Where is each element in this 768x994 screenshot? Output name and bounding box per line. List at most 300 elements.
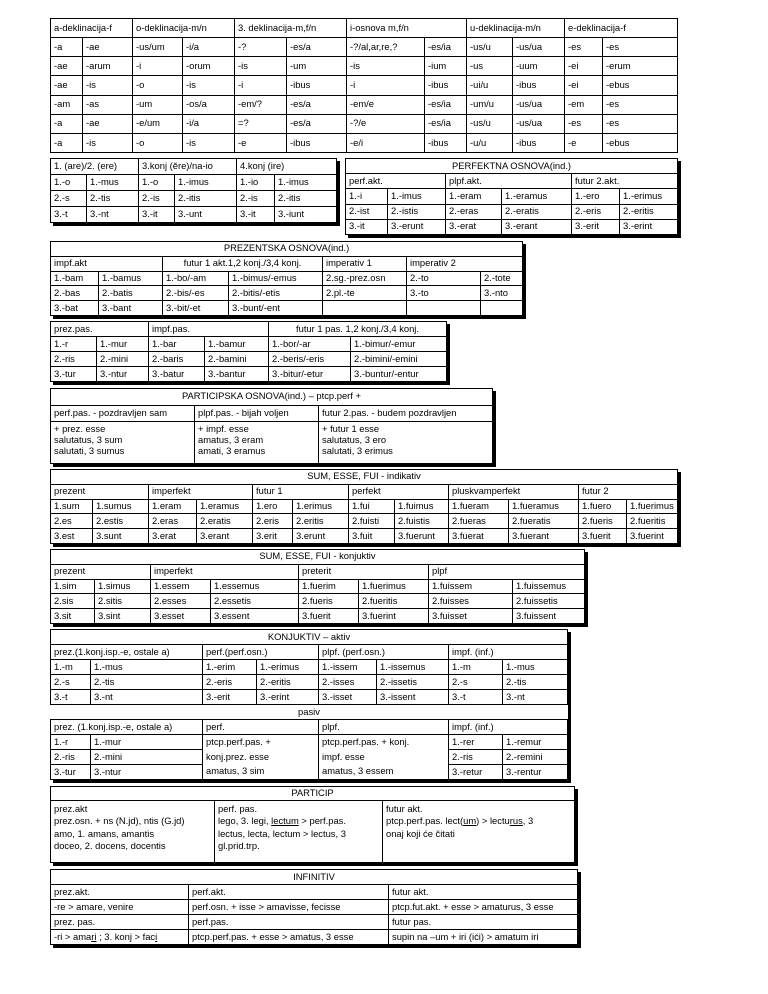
header-cell: 4.konj (ire): [237, 159, 337, 175]
subheader-cell: futur 2.akt.: [572, 174, 678, 189]
table-cell: 3.erant: [197, 529, 253, 544]
table-cell: -ae: [83, 114, 133, 133]
table-cell: 3.sint: [95, 609, 151, 624]
subheader-cell: futur 2.pas. - budem pozdravljen: [319, 405, 493, 422]
table-row: [51, 499, 678, 514]
cell: futur pas.: [389, 915, 578, 930]
table-cell: [407, 301, 481, 316]
participle-cell: + impf. esse amatus, 3 eram amati, 3 eramus: [195, 422, 319, 464]
table-cell: 1.fueram: [449, 499, 509, 514]
table-cell: 1.-bo/-am: [163, 271, 229, 286]
table-cell: 1.fuerim: [299, 579, 359, 594]
table-cell: 1.fuissem: [429, 579, 513, 594]
table-cell: -e: [235, 133, 287, 152]
table-cell: 2.-bamini: [205, 352, 269, 367]
table-cell: -um: [287, 57, 347, 76]
cell: ptcp.fut.akt. + esse > amaturus, 3 esse: [389, 900, 578, 915]
table-cell: 1.fuerimus: [359, 579, 429, 594]
table-cell: -es/a: [287, 95, 347, 114]
cell: perf.osn. + isse > amavisse, fecisse: [189, 900, 389, 915]
table-cell: 3.-t: [51, 690, 91, 705]
table-cell: 2.-tis: [503, 675, 568, 690]
table-row: [51, 660, 568, 675]
cell: -re > amare, venire: [51, 900, 189, 915]
table-cell: 2.estis: [93, 514, 149, 529]
table-cell: -us/ua: [513, 38, 565, 57]
participle-cell: + futur 1 esse salutatus, 3 ero salutati, 3 erimus: [319, 422, 493, 464]
table-cell: -o: [133, 76, 183, 95]
table-cell: 3.-issent: [377, 690, 449, 705]
table-cell: 3.-t: [51, 207, 87, 223]
table-cell: [481, 301, 523, 316]
table-cell: 1.fuimus: [395, 499, 449, 514]
table-cell: 2.-to: [407, 271, 481, 286]
table-cell: 2.eritis: [293, 514, 349, 529]
table-cell: 2.fueritis: [627, 514, 678, 529]
table-cell: 2.-istis: [388, 204, 446, 219]
table-cell: 2.essetis: [211, 594, 299, 609]
table-cell: -?/e: [347, 114, 425, 133]
subheader-cell: plpf.: [319, 720, 449, 735]
table-cell: 2.-is: [139, 191, 175, 207]
table-cell: -?: [235, 38, 287, 57]
table-cell: -ae: [51, 76, 83, 95]
table-cell: 3.-to: [407, 286, 481, 301]
table-cell: 2.pl.-te: [323, 286, 407, 301]
table-cell: 1.-ero: [572, 189, 620, 204]
table-cell: 3.fuissent: [513, 609, 585, 624]
table-cell: 3.-erit: [203, 690, 257, 705]
declension-header-row: [51, 19, 678, 38]
table-cell: 2.-mini: [97, 352, 149, 367]
table-cell: 1.-r: [51, 337, 97, 352]
table-cell: 3.fuerint: [627, 529, 678, 544]
participle-present-cell: prez.akt prez.osn. + ns (N.jd), ntis (G.jd) amo, 1. amans, amantis doceo, 2. docens, docentis: [51, 801, 215, 863]
table-cell: 1.erimus: [293, 499, 349, 514]
cell: prez. pas.: [51, 915, 189, 930]
table-cell: -ium: [425, 57, 467, 76]
table-cell: -es: [565, 114, 603, 133]
table-cell: 2.fuistis: [395, 514, 449, 529]
table-cell: 3.fuerit: [579, 529, 627, 544]
table-cell: -i: [235, 76, 287, 95]
table-cell: -ei: [565, 57, 603, 76]
table-cell: 2.-s: [449, 675, 503, 690]
table-cell: 3.erunt: [293, 529, 349, 544]
table-cell: -is: [83, 76, 133, 95]
subheader-cell: perf.(perf.osn.): [203, 645, 319, 660]
header-cell: 3. deklinacija-m,f/n: [235, 19, 347, 38]
table-cell: 1.-bor/-ar: [269, 337, 351, 352]
perfect-body: [346, 189, 678, 235]
table-cell: -es/a: [287, 38, 347, 57]
subheader-cell: futur 1 pas. 1,2 konj./3,4 konj.: [269, 322, 447, 337]
table-cell: -ibus: [425, 76, 467, 95]
subheader-cell: futur 1 akt.1,2 konj./3,4 konj.: [163, 256, 323, 271]
table-cell: 2.fueras: [449, 514, 509, 529]
table-cell: -ibus: [287, 133, 347, 152]
table-cell: -orum: [183, 57, 235, 76]
conjugation-body: [51, 175, 337, 223]
table-cell: 2.fuisti: [349, 514, 395, 529]
table-cell: 2.-s: [51, 191, 87, 207]
header-cell: 1. (are)/2. (ere): [51, 159, 139, 175]
table-cell: 1.sumus: [93, 499, 149, 514]
table-cell: 3.-it: [139, 207, 175, 223]
table-row: [51, 337, 447, 352]
table-cell: 1.-issem: [319, 660, 377, 675]
cell: 1.-rer: [449, 735, 503, 750]
table-cell: 3.-t: [449, 690, 503, 705]
subheader-cell: prezent: [51, 564, 151, 579]
table-cell: 1.-bimus/-emus: [229, 271, 323, 286]
subheader-cell: plpf.pas. - bijah voljen: [195, 405, 319, 422]
table-cell: -a: [51, 133, 83, 152]
table-cell: -e/i: [347, 133, 425, 152]
table-cell: 2.-bimini/-emini: [351, 352, 447, 367]
table-cell: 1.-io: [237, 175, 275, 191]
table-cell: -e: [565, 133, 603, 152]
subheader-cell: perf.pas. - pozdravljen sam: [51, 405, 195, 422]
subheader-cell: imperfekt: [151, 564, 299, 579]
table-cell: 2.fueris: [579, 514, 627, 529]
table-row: [51, 191, 337, 207]
table-cell: 1.fueramus: [509, 499, 579, 514]
subheader-cell: impf.akt: [51, 256, 163, 271]
table-cell: 2.-tis: [87, 191, 139, 207]
table-cell: 2.-baris: [149, 352, 205, 367]
table-row: [51, 352, 447, 367]
table-row: [51, 301, 523, 316]
cell: ptcp.perf.pas. + konj.: [319, 735, 449, 750]
table-cell: -ae: [51, 57, 83, 76]
table-cell: 2.-tis: [91, 675, 203, 690]
table-cell: 3.fuerant: [509, 529, 579, 544]
table-cell: 2.-eratis: [502, 204, 572, 219]
table-cell: -ae: [83, 38, 133, 57]
table-cell: 1.-erimus: [620, 189, 678, 204]
sum-subjunctive-table: [50, 549, 585, 624]
table-cell: -i: [347, 76, 425, 95]
table-cell: 2.-is: [237, 191, 275, 207]
table-cell: 2.-s: [51, 675, 91, 690]
table-cell: 1.-imus: [388, 189, 446, 204]
table-cell: -is: [183, 76, 235, 95]
table-cell: -us/um: [133, 38, 183, 57]
table-cell: -em/e: [347, 95, 425, 114]
table-cell: 3.-erint: [620, 219, 678, 234]
table-cell: 3.-nt: [87, 207, 139, 223]
participle-cell: + prez. esse salutatus, 3 sum salutati, 3 sumus: [51, 422, 195, 464]
table-cell: 1.eramus: [197, 499, 253, 514]
table-cell: -ibus: [425, 133, 467, 152]
table-cell: 3.-iunt: [275, 207, 337, 223]
table-cell: 1.-eram: [446, 189, 502, 204]
table-cell: 2.-ris: [51, 352, 97, 367]
table-cell: 1.sum: [51, 499, 93, 514]
table-cell: -is: [83, 133, 133, 152]
subheader-cell: impf. (inf.): [449, 720, 568, 735]
table-cell: -?/al,ar,re,?: [347, 38, 425, 57]
table-cell: 3.-ntur: [97, 367, 149, 382]
subjunctive-table: [50, 629, 568, 780]
cell: 2.-ris: [449, 750, 503, 765]
table-cell: -es/ia: [425, 114, 467, 133]
section-title: INFINITIV: [51, 870, 578, 885]
table-cell: 2.-issetis: [377, 675, 449, 690]
table-cell: 3.esset: [151, 609, 211, 624]
table-cell: 1.essem: [151, 579, 211, 594]
table-cell: -is: [347, 57, 425, 76]
table-cell: 1.-m: [449, 660, 503, 675]
table-cell: 1.fuissemus: [513, 579, 585, 594]
table-cell: 3.-erit: [572, 219, 620, 234]
subheader-cell: imperfekt: [149, 484, 253, 499]
table-cell: 2.fueris: [299, 594, 359, 609]
table-cell: -es/a: [287, 114, 347, 133]
table-cell: 1.-o: [139, 175, 175, 191]
table-cell: -ebus: [603, 133, 678, 152]
participle-perfect-cell: perf. pas. lego, 3. legi, lectum > perf.pas. lectus, lecta, lectum > lectus, 3 gl.prid.trp.: [215, 801, 383, 863]
cell: 2.-mini: [91, 750, 203, 765]
table-cell: -uum: [513, 57, 565, 76]
table-row: [51, 271, 523, 286]
table-row: [51, 207, 337, 223]
section-title: SUM, ESSE, FUI - indikativ: [51, 470, 678, 485]
cell: amatus, 3 sim: [203, 765, 319, 780]
table-cell: 3.-bit/-et: [163, 301, 229, 316]
table-cell: 2.eris: [253, 514, 293, 529]
participle-future-cell: futur akt. ptcp.perf.pas. lect(um) > lecturus, 3 onaj koji će čitati: [383, 801, 575, 863]
section-title: PARTICIP: [51, 787, 575, 801]
table-cell: -ei: [565, 76, 603, 95]
table-row: [51, 594, 585, 609]
table-cell: 3.fuerit: [299, 609, 359, 624]
table-cell: 1.-eramus: [502, 189, 572, 204]
table-cell: 1.-m: [51, 660, 91, 675]
table-cell: 2.sg.-prez.osn: [323, 271, 407, 286]
table-cell: -e/um: [133, 114, 183, 133]
cell: 3.-ntur: [91, 765, 203, 780]
table-cell: -us/u: [467, 38, 513, 57]
table-cell: -us/ua: [513, 95, 565, 114]
cell: 3.-retur: [449, 765, 503, 780]
cell: -ri > amari ; 3. konj > faci: [51, 930, 189, 945]
table-cell: 2.-eris: [572, 204, 620, 219]
table-cell: -es/ia: [425, 38, 467, 57]
subheader-cell: perfekt: [349, 484, 449, 499]
cell: prez.akt.: [51, 885, 189, 900]
table-row: [51, 286, 523, 301]
table-cell: 3.-it: [237, 207, 275, 223]
table-cell: 2.-bitis/-etis: [229, 286, 323, 301]
table-cell: 3.-bantur: [205, 367, 269, 382]
table-row: [51, 133, 678, 152]
table-cell: 3.-nt: [503, 690, 568, 705]
table-row: [51, 367, 447, 382]
table-cell: -es: [603, 95, 678, 114]
table-cell: -us/ua: [513, 114, 565, 133]
cell: impf. esse: [319, 750, 449, 765]
section-title: PREZENTSKA OSNOVA(ind.): [51, 242, 523, 257]
table-cell: 2.-bis/-es: [163, 286, 229, 301]
cell: 1.-mur: [91, 735, 203, 750]
table-cell: 3.sit: [51, 609, 95, 624]
table-cell: 2.fueritis: [359, 594, 429, 609]
table-row: [51, 514, 678, 529]
subheader-cell: impf. (inf.): [449, 645, 568, 660]
table-cell: -es: [565, 38, 603, 57]
table-cell: 3.-nt: [91, 690, 203, 705]
cell: 3.-rentur: [503, 765, 568, 780]
table-cell: 2.es: [51, 514, 93, 529]
participle-table: [50, 786, 575, 863]
table-cell: 2.-beris/-eris: [269, 352, 351, 367]
table-cell: 2.-ist: [346, 204, 388, 219]
table-cell: 2.-bas: [51, 286, 99, 301]
subheader-cell: futur 2: [579, 484, 678, 499]
cell: 1.-remur: [503, 735, 568, 750]
table-row: [51, 38, 678, 57]
header-cell: u-deklinacija-m/n: [467, 19, 565, 38]
table-cell: 1.-bam: [51, 271, 99, 286]
subheader-cell: prezent: [51, 484, 149, 499]
table-cell: 1.-mus: [91, 660, 203, 675]
table-cell: 3.-nto: [481, 286, 523, 301]
table-cell: 2.-tote: [481, 271, 523, 286]
section-title: SUM, ESSE, FUI - konjuktiv: [51, 550, 585, 565]
table-cell: 3.-erat: [446, 219, 502, 234]
table-cell: -ebus: [603, 76, 678, 95]
table-cell: -em/?: [235, 95, 287, 114]
table-cell: 1.-erimus: [257, 660, 319, 675]
cell: 1.-r: [51, 735, 91, 750]
table-cell: -us/u: [467, 114, 513, 133]
table-cell: 2.-eris: [203, 675, 257, 690]
subheader-cell: prez.pas.: [51, 322, 149, 337]
table-cell: 1.-erim: [203, 660, 257, 675]
table-cell: 3.-tur: [51, 367, 97, 382]
table-cell: 1.sim: [51, 579, 95, 594]
table-cell: 1.fuero: [579, 499, 627, 514]
table-cell: 3.-erint: [257, 690, 319, 705]
subheader-cell: prez. (1.konj.isp.-e, ostale a): [51, 720, 203, 735]
table-cell: 1.-mus: [87, 175, 139, 191]
table-row: [346, 219, 678, 234]
table-cell: 2.eras: [149, 514, 197, 529]
table-cell: -i: [133, 57, 183, 76]
table-cell: 3.fuit: [349, 529, 395, 544]
table-cell: -es/ia: [425, 95, 467, 114]
present-stem-passive-table: [50, 321, 447, 382]
subheader-cell: perf.akt.: [346, 174, 446, 189]
table-cell: 1.-mus: [503, 660, 568, 675]
subheader-cell: perf.: [203, 720, 319, 735]
table-cell: -um: [133, 95, 183, 114]
table-cell: 3.essent: [211, 609, 299, 624]
cell: perf.pas.: [189, 915, 389, 930]
table-cell: 2.-eritis: [257, 675, 319, 690]
header-cell: o-deklinacija-m/n: [133, 19, 235, 38]
table-cell: -is: [183, 133, 235, 152]
table-cell: 2.-batis: [99, 286, 163, 301]
table-cell: 1.-imus: [175, 175, 237, 191]
table-cell: -o: [133, 133, 183, 152]
table-row: [51, 529, 678, 544]
subheader-cell: plpf. (perf.osn.): [319, 645, 449, 660]
table-cell: -es: [603, 38, 678, 57]
table-row: [51, 579, 585, 594]
table-cell: 3.fuerint: [359, 609, 429, 624]
table-cell: -ibus: [513, 76, 565, 95]
perfect-stem-table: [345, 158, 678, 235]
table-row: [51, 76, 678, 95]
table-cell: -em: [565, 95, 603, 114]
table-cell: 3.erit: [253, 529, 293, 544]
subheader-cell: plpf: [429, 564, 585, 579]
table-cell: 3.est: [51, 529, 93, 544]
table-cell: 3.-bant: [99, 301, 163, 316]
cell: amatus, 3 essem: [319, 765, 449, 780]
table-cell: 1.eram: [149, 499, 197, 514]
table-cell: 2.-itis: [275, 191, 337, 207]
table-cell: 3.erat: [149, 529, 197, 544]
cell: ptcp.perf.pas. + esse > amatus, 3 esse: [189, 930, 389, 945]
table-cell: -ui/u: [467, 76, 513, 95]
cell: 3.-tur: [51, 765, 91, 780]
table-row: [51, 114, 678, 133]
table-cell: 3.-buntur/-entur: [351, 367, 447, 382]
header-cell: i-osnova m,f/n: [347, 19, 467, 38]
sum-indicative-table: [50, 469, 678, 544]
table-cell: 3.-unt: [175, 207, 237, 223]
present-passive-body: [51, 337, 447, 382]
cell: supin na –um + iri (ići) > amatum iri: [389, 930, 578, 945]
table-row: [51, 175, 337, 191]
section-title: KONJUKTIV – aktiv: [51, 630, 568, 645]
table-cell: 2.sitis: [95, 594, 151, 609]
table-cell: 2.-itis: [175, 191, 237, 207]
cell: perf.akt.: [189, 885, 389, 900]
table-cell: 1.simus: [95, 579, 151, 594]
table-cell: 3.fuerunt: [395, 529, 449, 544]
table-cell: 3.-bat: [51, 301, 99, 316]
subjunctive-active-body: [51, 660, 568, 705]
table-row: [51, 95, 678, 114]
table-cell: 1.fuerimus: [627, 499, 678, 514]
table-cell: 2.-eritis: [620, 204, 678, 219]
table-cell: 3.-it: [346, 219, 388, 234]
table-cell: 3.fuisset: [429, 609, 513, 624]
present-stem-active-table: [50, 241, 523, 316]
table-cell: -ibus: [287, 76, 347, 95]
table-cell: =?: [235, 114, 287, 133]
subheader-cell: impf.pas.: [149, 322, 269, 337]
table-cell: -a: [51, 38, 83, 57]
declension-body: [51, 38, 678, 153]
table-cell: 2.fueratis: [509, 514, 579, 529]
table-cell: -am: [51, 95, 83, 114]
section-title: PERFEKTNA OSNOVA(ind.): [346, 159, 678, 174]
table-cell: 1.-bamur: [205, 337, 269, 352]
table-cell: 1.-mur: [97, 337, 149, 352]
subheader-cell: preterit: [299, 564, 429, 579]
sum-subjunctive-body: [51, 579, 585, 623]
table-cell: 3.-batur: [149, 367, 205, 382]
table-row: [51, 690, 568, 705]
table-cell: 1.-imus: [275, 175, 337, 191]
table-cell: -a: [51, 114, 83, 133]
